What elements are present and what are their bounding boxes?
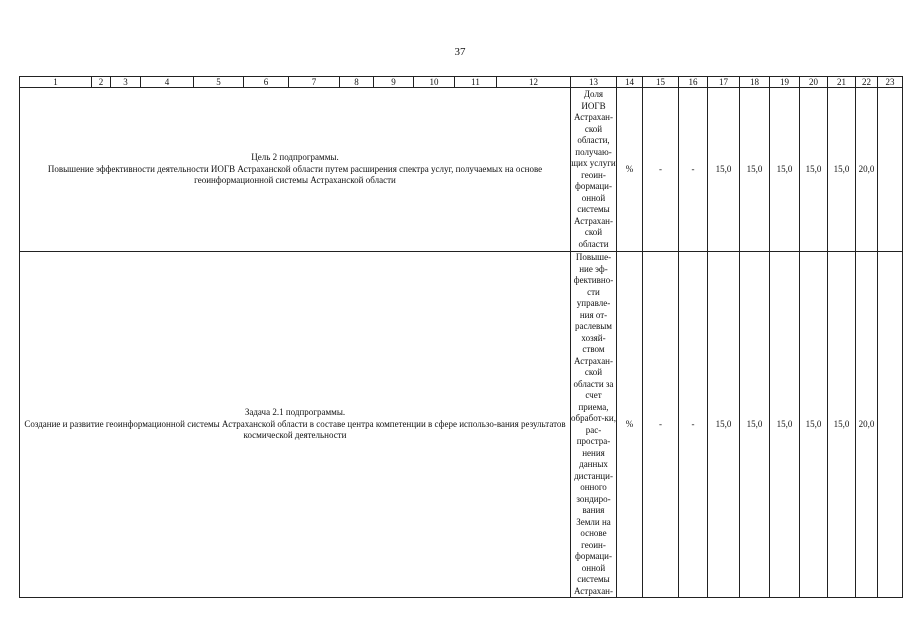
indicator-name-cell: Доля ИОГВ Астрахан-ской области, получаю-щих услуги геоин-формаци-онной системы Астрахан-ской области xyxy=(571,88,617,252)
value-cell: - xyxy=(643,88,679,252)
value-cell: - xyxy=(643,252,679,598)
column-number: 2 xyxy=(92,77,111,88)
value-cell: 15,0 xyxy=(708,252,740,598)
value-cell: - xyxy=(679,252,708,598)
table-row xyxy=(20,252,903,598)
column-number: 17 xyxy=(708,77,740,88)
column-number: 16 xyxy=(679,77,708,88)
task-description-cell xyxy=(20,252,571,598)
column-number: 20 xyxy=(800,77,828,88)
value-cell: 15,0 xyxy=(800,252,828,598)
value-cell: 20,0 xyxy=(856,252,878,598)
value-cell: 15,0 xyxy=(800,88,828,252)
column-number: 11 xyxy=(455,77,497,88)
goal-description-cell xyxy=(20,88,571,252)
value-cell: 15,0 xyxy=(708,88,740,252)
unit-cell: % xyxy=(617,88,643,252)
task-text: Создание и развитие геоинформационной системы Астраханской области в составе центра компетенции в сфере использо-вания результатов космической деятельности xyxy=(24,418,566,441)
column-number-row xyxy=(20,77,903,88)
indicator-table xyxy=(19,76,903,598)
value-cell: 15,0 xyxy=(828,88,856,252)
column-number: 9 xyxy=(374,77,414,88)
column-number: 10 xyxy=(414,77,455,88)
column-number: 8 xyxy=(340,77,374,88)
value-cell: 20,0 xyxy=(856,88,878,252)
indicator-name-cell: Повыше-ние эф-фективно-сти управле-ния от-раслевым хозяй-ством Астрахан-ской области за счет приема, обработ-ки, рас-простра-нения данных дистанци-онного зондиро-вания Земли на основе геоин-формаци-онной системы Астрахан- xyxy=(571,252,616,596)
column-number: 21 xyxy=(828,77,856,88)
column-number: 4 xyxy=(141,77,194,88)
column-number: 22 xyxy=(856,77,878,88)
table-row xyxy=(20,88,903,252)
column-number: 13 xyxy=(571,77,617,88)
column-number: 23 xyxy=(878,77,903,88)
column-number: 6 xyxy=(244,77,289,88)
column-number: 14 xyxy=(617,77,643,88)
value-cell: 15,0 xyxy=(770,252,800,598)
column-number: 15 xyxy=(643,77,679,88)
value-cell xyxy=(878,252,903,598)
column-number: 12 xyxy=(497,77,571,88)
task-title: Задача 2.1 подпрограммы. xyxy=(244,407,346,418)
column-number: 5 xyxy=(194,77,244,88)
value-cell: 15,0 xyxy=(740,252,770,598)
value-cell: 15,0 xyxy=(740,88,770,252)
page-number: 37 xyxy=(454,46,466,58)
column-number: 3 xyxy=(111,77,141,88)
value-cell xyxy=(878,88,903,252)
column-number: 1 xyxy=(20,77,92,88)
unit-cell: % xyxy=(617,252,643,598)
value-cell: 15,0 xyxy=(770,88,800,252)
column-number: 19 xyxy=(770,77,800,88)
column-number: 18 xyxy=(740,77,770,88)
column-number: 7 xyxy=(289,77,340,88)
goal-title: Цель 2 подпрограммы. xyxy=(251,152,339,163)
value-cell: - xyxy=(679,88,708,252)
value-cell: 15,0 xyxy=(828,252,856,598)
goal-text: Повышение эффективности деятельности ИОГВ Астраханской области путем расширения спектра услуг, получаемых на основе геоинформационной системы Астраханской области xyxy=(47,163,543,186)
